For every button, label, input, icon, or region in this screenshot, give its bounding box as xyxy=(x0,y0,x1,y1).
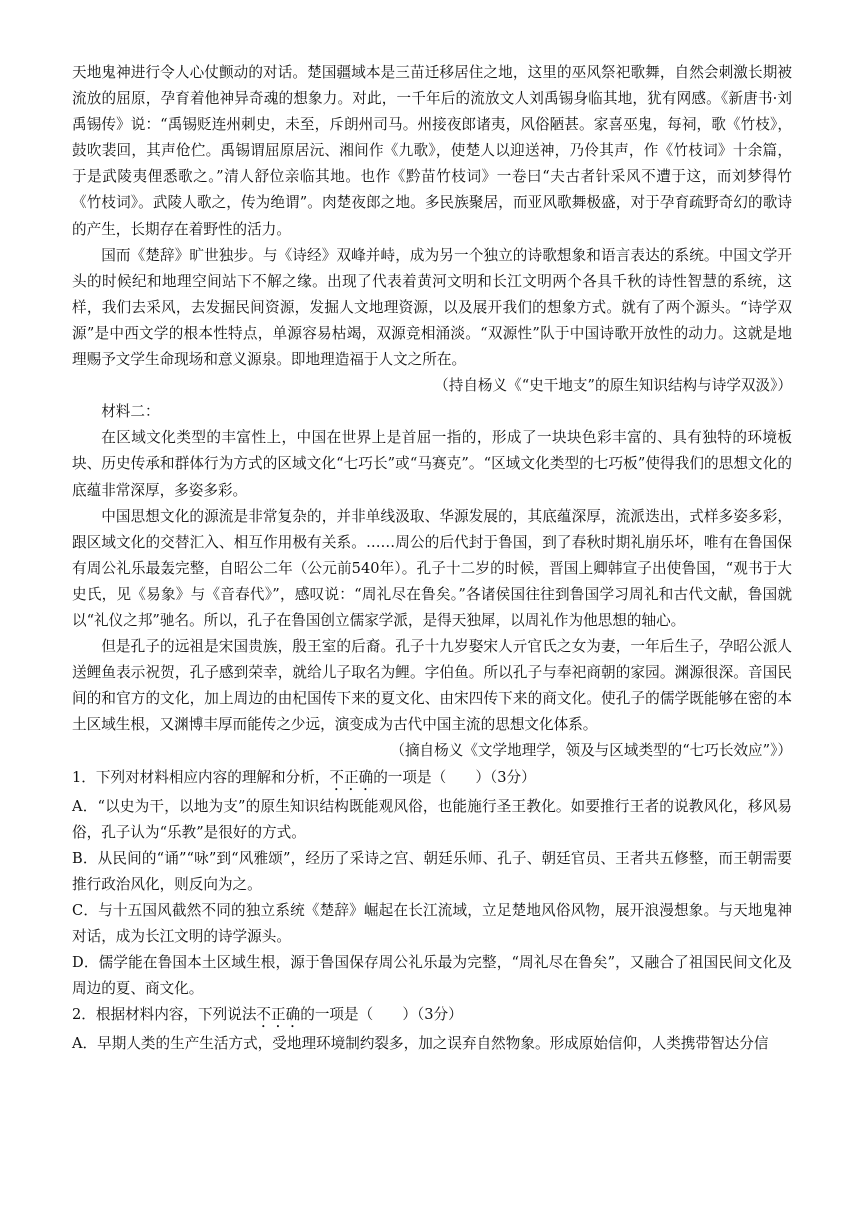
question-1-option-a: A．“以史为干，以地为支”的原生知识结构既能观风俗，也能施行圣王教化。如要推行王者的说教风化，移风易俗，孔子认为“乐教”是很好的方式。 xyxy=(72,797,792,841)
question-2-stem xyxy=(72,1002,792,1031)
question-1-stem xyxy=(72,765,792,794)
material1-paragraph-continued: 天地鬼神进行令人心仗颤动的对话。楚国疆域本是三苗迁移居住之地，这里的巫风祭祀歌舞，自然会刺激长期被流放的屈原，孕育着他神异奇魂的想象力。对此，一千年后的流放文人刘禹锡身临其地，犹有网感。《新唐书·刘禹锡传》说：“禹锡贬连州刺史，未至，斥朗州司马。州接夜郎诸夷，风俗陋甚。家喜巫鬼，每祠，歌《竹枝》，鼓吹裴回，其声伧伫。禹锡谓屈原居沅、湘间作《九歌》，使楚人以迎送神，乃伶其声，作《竹枝词》十余篇，于是武陵夷俚悉歌之。”清人舒位亲临其地。也作《黔苗竹枝词》一卷曰“夫古者针采风不遭于这，而刘梦得竹《竹枝词》。武陵人歌之，传为绝谓”。肉楚夜郎之地。多民族聚居，而亚风歌舞极盛，对于孕育疏野奇幻的歌诗的产生，长期存在着野性的活力。 xyxy=(72,64,792,238)
document-page xyxy=(72,60,792,1057)
material2-paragraph-2: 中国思想文化的源流是非常复杂的，并非单线汲取、华源发展的，其底蕴深厚，流派迭出，式样多姿多彩，跟区域文化的交替汇入、相互作用极有关系。……周公的后代封于鲁国，到了春秋时期礼崩乐坏，唯有在鲁国保有周公礼乐最轰完整，自昭公二年（公元前540年）。孔子十二岁的时候，晋国上卿韩宣子出使鲁国，“观书于大史氏，见《易象》与《音春代》”，感叹说：“周礼尽在鲁矣。”各诸侯国往往到鲁国学习周礼和古代文献，鲁国就以“礼仪之邦”驰名。所以，孔子在鲁国创立儒家学派，是得天独犀，以周礼作为他思想的轴心。 xyxy=(72,507,792,629)
material1-paragraph-2: 国而《楚辞》旷世独步。与《诗经》双峰并峙，成为另一个独立的诗歌想象和语言表达的系统。中国文学开头的时候纪和地理空间站下不解之缘。出现了代表着黄河文明和长江文明两个各具千秋的诗性智慧的系统，这样，我们去采风，去发掘民间资源，发掘人文地理资源，以及展开我们的想象方式。就有了两个源头。“诗学双源”是中西文学的根本性特点，单源容易枯竭，双源竞相涌淡。“双源性”队于中国诗歌开放性的动力。这就是地理赐予文学生命现场和意义源泉。即地理造福于人文之所在。 xyxy=(72,246,792,369)
question-1-emphasis: 不正确 xyxy=(329,768,374,786)
question-1-option-b: B．从民间的“诵”“咏”到“风雅颂”，经历了采诗之宫、朝廷乐师、孔子、朝廷官员、王者共五修整，而王朝需要推行政治风化，则反向为之。 xyxy=(72,849,792,893)
question-1-option-c: C．与十五国风截然不同的独立系统《楚辞》崛起在长江流域，立足楚地风俗风物，展开浪漫想象。与天地鬼神对话，成为长江文明的诗学源头。 xyxy=(72,901,792,945)
question-2-stem-text: 2．根据材料内容，下列说法 xyxy=(72,1006,257,1024)
question-1-stem-end: 的一项是（ ）（3分） xyxy=(373,768,536,786)
material1-source: （持自杨义《“史干地支”的原生知识结构与诗学双汲》） xyxy=(434,377,792,395)
material2-source: （摘自杨义《文学地理学，领及与区域类型的“七巧长效应”》） xyxy=(390,742,792,760)
question-2-option-a: A．早期人类的生产生活方式，受地理环境制约裂多，加之误弃自然物象。形成原始信仰，人类携带智达分信 xyxy=(72,1035,769,1053)
question-2-emphasis: 不正确 xyxy=(256,1006,301,1024)
question-1-option-d: D．儒学能在鲁国本土区域生根，源于鲁国保存周公礼乐最为完整，“周礼尽在鲁矣”，又融合了祖国民间文化及周边的夏、商文化。 xyxy=(72,954,792,998)
material2-heading: 材料二： xyxy=(101,403,160,421)
question-2-stem-end: 的一项是（ ）（3分） xyxy=(300,1006,463,1024)
question-1-stem-text: 1．下列对材料相应内容的理解和分析， xyxy=(72,768,330,786)
material2-paragraph-3: 但是孔子的远祖是宋国贵族，殷王室的后裔。孔子十九岁娶宋人亓官氏之女为妻，一年后生子，孕昭公派人送鲤鱼表示祝贺，孔子感到荣幸，就给儿子取名为鲤。字伯鱼。所以孔子与奉祀商朝的家园。渊源很深。音国民间的和官方的文化，加上周边的由杞国传下来的夏文化、由宋四传下来的商文化。使孔子的儒学既能够在密的本土区域生根，又渊博丰厚而能传之少远，演变成为古代中国主流的思想文化体系。 xyxy=(72,638,792,734)
material2-paragraph-1: 在区域文化类型的丰富性上，中国在世界上是首屈一指的，形成了一块块色彩丰富的、具有独特的环境板块、历史传承和群体行为方式的区域文化“七巧长”或“马赛克”。“区域文化类型的七巧板”使得我们的思想文化的底蕴非常深厚，多姿多彩。 xyxy=(72,429,792,499)
